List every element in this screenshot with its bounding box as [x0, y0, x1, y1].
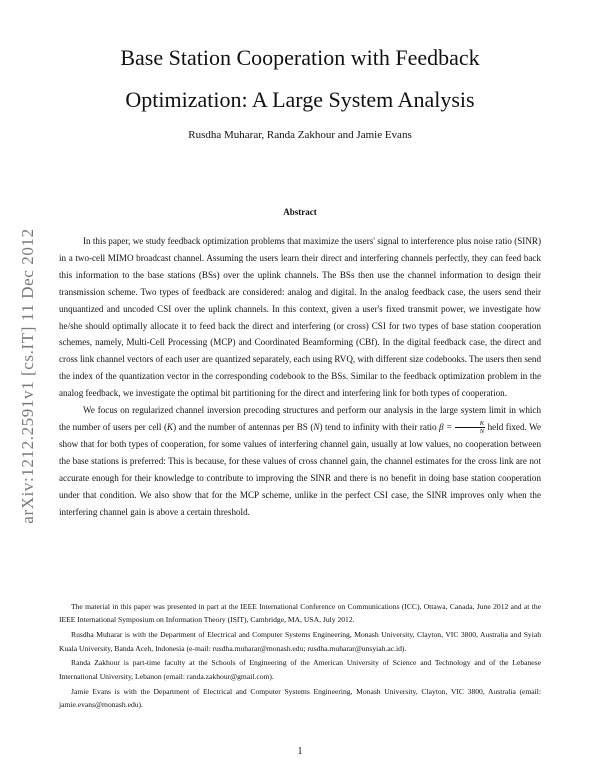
- footnote-author-evans: Jamie Evans is with the Department of Electrical and Computer Systems Engineering, Monash University, Clayton, VIC 3800, Australia (email: jamie.evans@monash.edu).: [59, 686, 541, 710]
- abstract-paragraph-2: [59, 402, 541, 520]
- math-variable: N: [313, 421, 320, 432]
- abstract-text: ) and the number of antennas per BS (: [173, 421, 314, 432]
- fraction-numerator: K: [455, 420, 485, 428]
- abstract-paragraph-1: In this paper, we study feedback optimization problems that maximize the users' signal to interference plus noise ratio (SINR) in a two-cell MIMO broadcast channel. Assuming the users learn their direct and interfering channels perfectly, they can feed back this information to the base stations (BSs) over the uplink channels. The BSs then use the channel information to design their transmission scheme. Two types of feedback are considered: analog and digital. In the analog feedback case, the users send their unquantized and uncoded CSI over the uplink channels. In this context, given a user's fixed transmit power, we investigate how he/she should optimally allocate it to feed back the direct and interfering (or cross) CSI for two types of base station cooperation schemes, namely, Multi-Cell Processing (MCP) and Coordinated Beamforming (CBf). In the digital feedback case, the direct and cross link channel vectors of each user are quantized separately, each using RVQ, with different size codebooks. The users then send the index of the quantization vector in the corresponding codebook to the BSs. Similar to the feedback optimization problem in the analog feedback, we investigate the optimal bit partitioning for the direct and interfering link for both types of cooperation.: [59, 236, 541, 399]
- math-beta-equation: β =: [439, 421, 455, 432]
- page-number: 1: [297, 746, 303, 757]
- abstract-heading: Abstract: [283, 207, 317, 217]
- paper-title-line-2: Optimization: A Large System Analysis: [125, 87, 475, 112]
- author-list: Rusdha Muharar, Randa Zakhour and Jamie Evans: [188, 129, 412, 141]
- footnote-author-zakhour: Randa Zakhour is part-time faculty at the Schools of Engineering of the American University of Science and Technology and of the Lebanese International University, Lebanon (email: randa.zakhour@gmail.com).: [59, 658, 541, 681]
- abstract-text: ) tend to infinity with their ratio: [319, 421, 440, 432]
- math-fraction: [455, 420, 485, 435]
- footnote-author-muharar: Rusdha Muharar is with the Department of Electrical and Computer Systems Engineering, Monash University, Clayton, VIC 3800, Australia and Syiah Kuala University, Banda Aceh, Indonesia (e-mail: rusdha.muharar@monash.edu; rusdha.muharar@unsyiah.ac.id).: [59, 630, 541, 653]
- abstract-text: We focus on regularized channel inversion precoding structures and perform our analysis in the large system limit in which the number of users per cell (: [59, 405, 541, 432]
- fraction-denominator: N: [479, 428, 485, 436]
- math-variable: K: [167, 421, 174, 432]
- arxiv-identifier-stamp: arXiv:1212.2591v1 [cs.IT] 11 Dec 2012: [18, 228, 37, 524]
- paper-title-line-1: Base Station Cooperation with Feedback: [120, 45, 480, 70]
- footnotes: [59, 600, 541, 713]
- abstract-body: [59, 233, 541, 520]
- footnote-presentation: The material in this paper was presented in part at the IEEE International Conference on Communications (ICC), Ottawa, Canada, June 2012 and at the IEEE International Symposium on Information Theory (ISIT), Cambridge, MA, USA, July 2012.: [59, 602, 541, 625]
- abstract-text: held fixed. We show that for both types of cooperation, for some values of interfering channel gain, usually at low values, no cooperation between the base stations is preferred: This is because, for these values of cross channel gain, the channel estimates for the cross link are not accurate enough for their knowledge to contribute to improving the SINR and there is no benefit in doing base station cooperation under that condition. We also show that for the MCP scheme, unlike in the perfect CSI case, the SINR improves only when the interfering channel gain is above a certain threshold.: [59, 421, 542, 517]
